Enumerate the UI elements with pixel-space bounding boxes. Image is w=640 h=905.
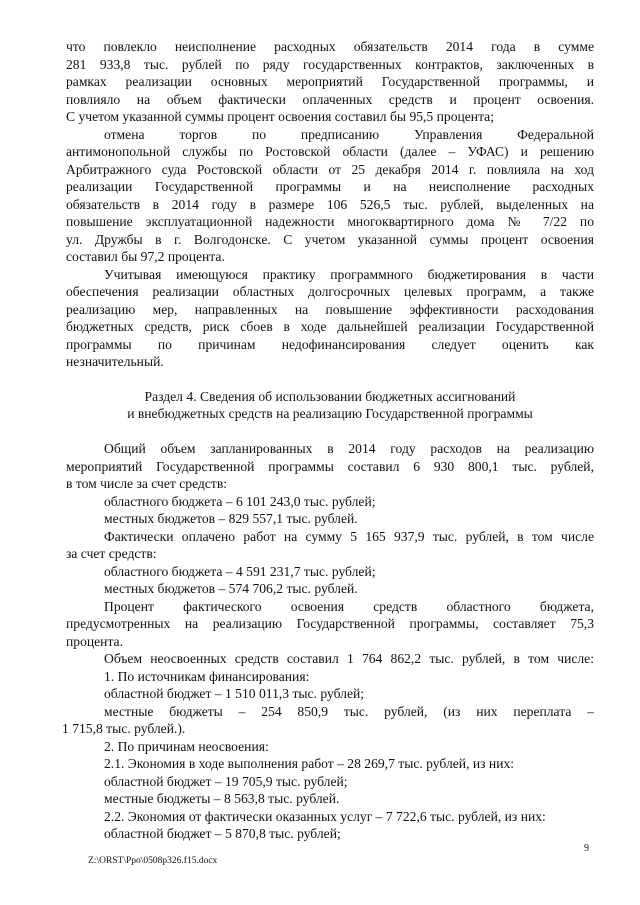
body-line: незначительный. <box>66 354 164 369</box>
section-heading: Раздел 4. Сведения об использовании бюджетных ассигнований <box>144 389 516 404</box>
footer-file-path: Z:\ORST\Ppo\0508p326.f15.docx <box>88 856 218 866</box>
body-line: что повлекло неисполнение расходных обязательств 2014 года в сумме <box>66 39 594 54</box>
body-line: местных бюджетов – 574 706,2 тыс. рублей. <box>104 581 358 596</box>
body-line: ул. Дружбы в г. Волгодонске. С учетом указанной суммы процент освоения <box>66 232 594 247</box>
body-line: повлияло на объем фактически оплаченных средств и процент освоения. <box>66 92 594 107</box>
body-line: Арбитражного суда Ростовской области от 25 декабря 2014 г. повлияла на ход <box>66 162 594 177</box>
page-number: 9 <box>584 843 589 854</box>
body-line: Объем неосвоенных средств составил 1 764 862,2 тыс. рублей, в том числе: <box>104 651 594 666</box>
body-line: Общий объем запланированных в 2014 году расходов на реализацию <box>104 441 594 456</box>
body-line: обязательств в 2014 году в размере 106 526,5 тыс. рублей, выделенных на <box>66 197 594 212</box>
body-line: местные бюджеты – 8 563,8 тыс. рублей. <box>104 791 340 806</box>
section-heading: и внебюджетных средств на реализацию Государственной программы <box>127 406 533 421</box>
body-line: реализацию мер, направленных на повышение эффективности расходования <box>66 302 594 317</box>
body-line: антимонопольной службы по Ростовской области (далее – УФАС) и решению <box>66 144 594 159</box>
body-line: Учитывая имеющуюся практику программного бюджетирования в части <box>104 267 594 282</box>
body-line: 2.2. Экономия от фактически оказанных услуг – 7 722,6 тыс. рублей, из них: <box>104 809 546 824</box>
body-line: рамках реализации основных мероприятий Государственной программы, и <box>66 74 594 89</box>
body-line: областной бюджет – 1 510 011,3 тыс. рублей; <box>104 686 365 701</box>
body-line: областного бюджета – 6 101 243,0 тыс. рублей; <box>104 494 376 509</box>
body-line: 1 715,8 тыс. рублей.). <box>62 721 186 736</box>
body-line: областной бюджет – 19 705,9 тыс. рублей; <box>104 774 348 789</box>
body-line: предусмотренных на реализацию Государственной программы, составляет 75,3 <box>66 616 594 631</box>
body-line: в том числе за счет средств: <box>66 476 228 491</box>
body-line: реализации Государственной программы и на неисполнение расходных <box>66 179 594 194</box>
body-line: мероприятий Государственной программы составил 6 930 800,1 тыс. рублей, <box>66 459 594 474</box>
body-line: местных бюджетов – 829 557,1 тыс. рублей. <box>104 511 358 526</box>
body-line: областного бюджета – 4 591 231,7 тыс. рублей; <box>104 564 376 579</box>
body-line: обеспечения реализации областных долгосрочных целевых программ, а также <box>66 284 594 299</box>
body-line: местные бюджеты – 254 850,9 тыс. рублей, (из них переплата – <box>104 704 594 719</box>
body-line: Процент фактического освоения средств областного бюджета, <box>104 599 594 614</box>
body-line: Фактически оплачено работ на сумму 5 165 937,9 тыс. рублей, в том числе <box>104 529 594 544</box>
body-line: С учетом указанной суммы процент освоения составил бы 95,5 процента; <box>66 109 494 124</box>
body-line: бюджетных средств, риск сбоев в ходе дальнейшей реализации Государственной <box>66 319 594 334</box>
body-line: 2.1. Экономия в ходе выполнения работ – 28 269,7 тыс. рублей, из них: <box>104 756 515 771</box>
body-line: 281 933,8 тыс. рублей по ряду государственных контрактов, заключенных в <box>66 57 594 72</box>
body-line: 1. По источникам финансирования: <box>104 669 310 684</box>
body-line: составил бы 97,2 процента. <box>66 249 225 264</box>
body-line: повышение эксплуатационной надежности многоквартирного дома № 7/22 по <box>66 214 594 229</box>
body-line: областной бюджет – 5 870,8 тыс. рублей; <box>104 826 341 841</box>
body-line: отмена торгов по предписанию Управления Федеральной <box>104 127 594 142</box>
body-line: 2. По причинам неосвоения: <box>104 739 269 754</box>
body-line: процента. <box>66 634 123 649</box>
body-line: программы по причинам недофинансирования следует оценить как <box>66 337 594 352</box>
body-line: за счет средств: <box>66 546 157 561</box>
